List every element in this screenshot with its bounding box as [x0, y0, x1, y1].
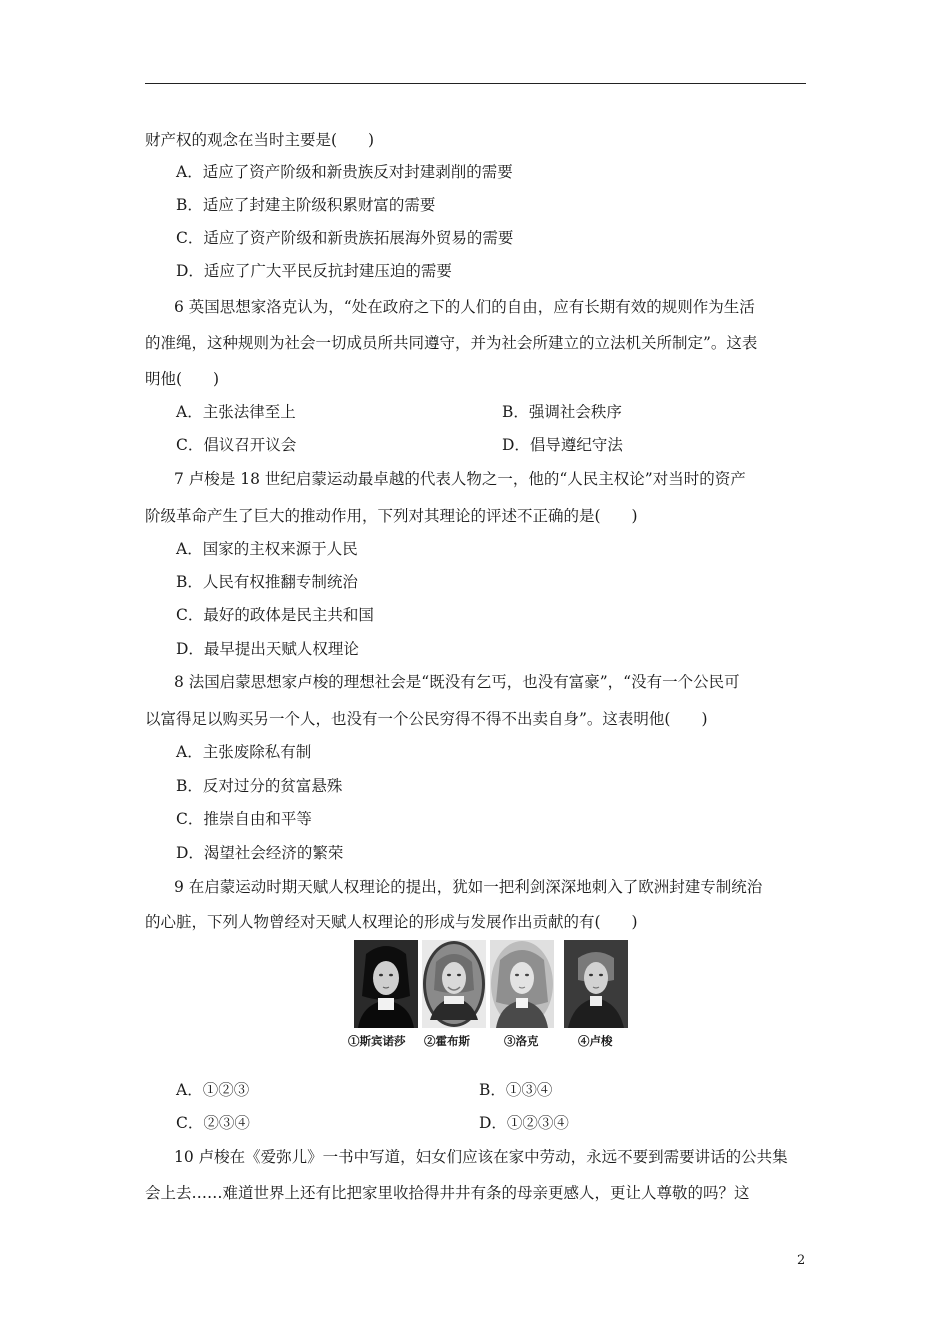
q6-stem-line3: 明他( )	[145, 370, 220, 388]
q6-option-c: C．倡议召开议会	[176, 436, 297, 454]
portrait-hobbes	[422, 940, 486, 1028]
q6-option-a: A．主张法律至上	[176, 403, 296, 421]
q7-option-d: D．最早提出天赋人权理论	[176, 640, 359, 658]
q6-option-d: D．倡导遵纪守法	[502, 436, 623, 454]
header-rule	[145, 83, 806, 84]
q6-stem-line1: 6 英国思想家洛克认为，“处在政府之下的人们的自由，应有长期有效的规则作为生活	[174, 298, 755, 316]
q5-option-c: C．适应了资产阶级和新贵族拓展海外贸易的需要	[176, 229, 514, 247]
q5-option-a: A．适应了资产阶级和新贵族反对封建剥削的需要	[176, 163, 513, 181]
q10-stem-line2: 会上去……难道世界上还有比把家里收拾得井井有条的母亲更感人，更让人尊敬的吗？这	[145, 1184, 750, 1202]
q6-option-b: B．强调社会秩序	[502, 403, 622, 421]
q9-option-b: B．①③④	[479, 1081, 553, 1099]
page-number: 2	[797, 1253, 806, 1268]
q8-option-d: D．渴望社会经济的繁荣	[176, 844, 344, 862]
philosopher-portraits	[348, 940, 634, 1052]
caption-spinoza: ①斯宾诺莎	[348, 1034, 406, 1048]
q5-option-b: B．适应了封建主阶级积累财富的需要	[176, 196, 436, 214]
q7-stem-line2: 阶级革命产生了巨大的推动作用，下列对其理论的评述不正确的是( )	[145, 507, 638, 525]
q10-stem-line1: 10 卢梭在《爱弥儿》一书中写道，妇女们应该在家中劳动，永远不要到需要讲话的公共集	[174, 1148, 788, 1166]
q8-stem-line1: 8 法国启蒙思想家卢梭的理想社会是“既没有乞丐，也没有富豪”，“没有一个公民可	[174, 673, 740, 691]
q7-option-a: A．国家的主权来源于人民	[176, 540, 358, 558]
q6-stem-line2: 的准绳，这种规则为社会一切成员所共同遵守，并为社会所建立的立法机关所制定”。这表	[145, 334, 758, 352]
q9-option-c: C．②③④	[176, 1114, 250, 1132]
q9-option-a: A．①②③	[176, 1081, 250, 1099]
q9-option-d: D．①②③④	[479, 1114, 569, 1132]
q5-stem: 财产权的观念在当时主要是( )	[145, 131, 375, 149]
q5-option-d: D．适应了广大平民反抗封建压迫的需要	[176, 262, 452, 280]
q8-option-a: A．主张废除私有制	[176, 743, 312, 761]
q9-stem-line1: 9 在启蒙运动时期天赋人权理论的提出，犹如一把利剑深深地刺入了欧洲封建专制统治	[174, 878, 763, 896]
caption-hobbes: ②霍布斯	[424, 1034, 470, 1048]
q7-option-b: B．人民有权推翻专制统治	[176, 573, 358, 591]
portrait-locke	[490, 940, 554, 1028]
q8-stem-line2: 以富得足以购买另一个人，也没有一个公民穷得不得不出卖自身”。这表明他( )	[145, 710, 708, 728]
portrait-rousseau	[564, 940, 628, 1028]
caption-rousseau: ④卢梭	[578, 1034, 613, 1048]
portrait-spinoza	[354, 940, 418, 1028]
q8-option-c: C．推崇自由和平等	[176, 810, 312, 828]
q7-option-c: C．最好的政体是民主共和国	[176, 606, 374, 624]
q7-stem-line1: 7 卢梭是 18 世纪启蒙运动最卓越的代表人物之一，他的“人民主权论”对当时的资产	[174, 470, 746, 488]
q9-stem-line2: 的心脏，下列人物曾经对天赋人权理论的形成与发展作出贡献的有( )	[145, 913, 638, 931]
caption-locke: ③洛克	[504, 1034, 539, 1048]
q8-option-b: B．反对过分的贫富悬殊	[176, 777, 343, 795]
